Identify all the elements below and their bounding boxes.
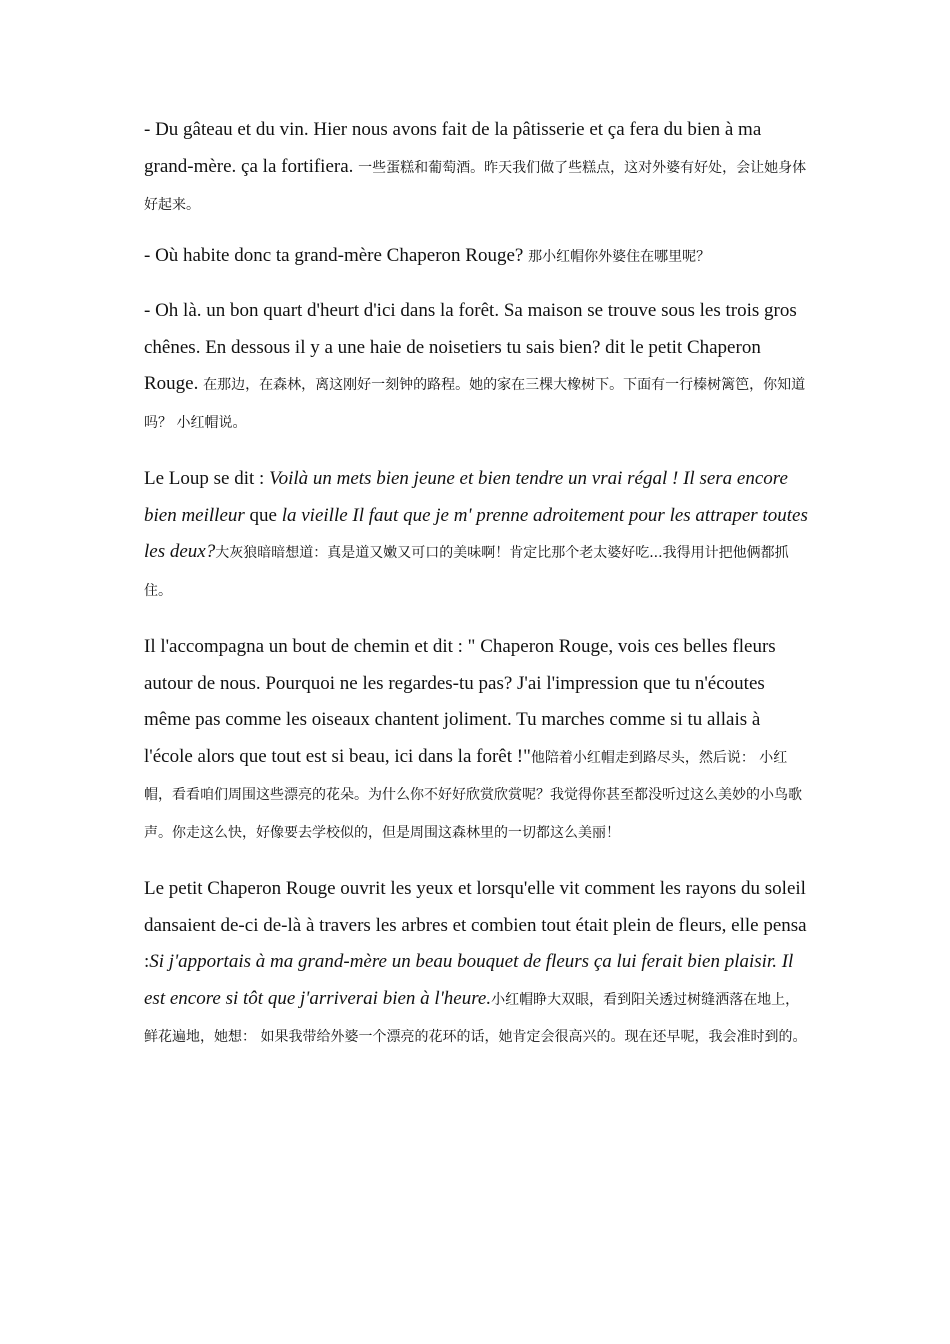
- paragraph-6-french: Le petit Chaperon Rouge ouvrit les yeux et lorsqu'elle vit comment les rayons du soleil dansaient de-ci de-là à travers les arbres et combien tout était plein de fleurs, elle pensa :: [144, 878, 807, 972]
- paragraph-1-chinese: 一些蛋糕和葡萄酒。昨天我们做了些糕点，这对外婆有好处，会让她身体好起来。: [144, 159, 807, 213]
- paragraph-6-french-italic: Si j'apportais à ma grand-mère un beau bouquet de fleurs ça lui ferait bien plaisir. Il est encore si tôt que j'arriverai bien à l'heure.: [144, 951, 794, 1009]
- paragraph-1: [144, 112, 808, 224]
- paragraph-3-chinese: 在那边，在森林，离这刚好一刻钟的路程。她的家在三棵大橡树下。下面有一行榛树篱笆，你知道吗？ 小红帽说。: [144, 377, 806, 431]
- paragraph-4: [144, 461, 808, 609]
- paragraph-6: [144, 871, 808, 1056]
- paragraph-3: [144, 293, 808, 441]
- paragraph-4-french-intro: Le Loup se dit :: [144, 468, 265, 489]
- paragraph-4-french-que: que: [249, 504, 277, 526]
- paragraph-4-french-italic-1: Voilà un mets bien jeune et bien tendre un vrai régal ! Il sera encore bien meilleur: [144, 468, 788, 526]
- paragraph-2-french: - Où habite donc ta grand-mère Chaperon Rouge?: [144, 244, 524, 266]
- paragraph-6-chinese: 小红帽睁大双眼，看到阳关透过树缝洒落在地上，鲜花遍地，她想： 如果我带给外婆一个漂亮的花环的话，她肯定会很高兴的。现在还早呢，我会准时到的。: [144, 991, 807, 1045]
- paragraph-2-chinese: 那小红帽你外婆住在哪里呢？: [528, 248, 711, 265]
- paragraph-4-chinese: 大灰狼暗暗想道：真是道又嫩又可口的美味啊！肯定比那个老太婆好吃...我得用计把他俩都抓住。: [144, 545, 789, 599]
- paragraph-2: [144, 238, 808, 276]
- paragraph-5-chinese: 他陪着小红帽走到路尽头，然后说： 小红帽，看看咱们周围这些漂亮的花朵。为什么你不好好欣赏欣赏呢？我觉得你甚至都没听过这么美妙的小鸟歌声。你走这么快，好像要去学校似的，但是周围这森林里的一切都这么美丽！: [144, 749, 802, 841]
- paragraph-3-french: - Oh là. un bon quart d'heurt d'ici dans la forêt. Sa maison se trouve sous les trois gros chênes. En dessous il y a une haie de noisetiers tu sais bien? dit le petit Chaperon Rouge.: [144, 300, 797, 394]
- paragraph-4-french-italic-2: la vieille Il faut que je m' prenne adroitement pour les attraper toutes les deux?: [144, 504, 808, 562]
- document-page: [144, 112, 808, 1076]
- paragraph-5-french: Il l'accompagna un bout de chemin et dit : " Chaperon Rouge, vois ces belles fleurs autour de nous. Pourquoi ne les regardes-tu pas? J'ai l'impression que tu n'écoutes même pas comme les oiseaux chantent joliment. Tu marches comme si tu allais à l'école alors que tout est si beau, ici dans la forêt !": [144, 636, 776, 767]
- paragraph-1-french: - Du gâteau et du vin. Hier nous avons fait de la pâtisserie et ça fera du bien à ma grand-mère. ça la fortifiera.: [144, 119, 762, 177]
- paragraph-5: [144, 629, 808, 851]
